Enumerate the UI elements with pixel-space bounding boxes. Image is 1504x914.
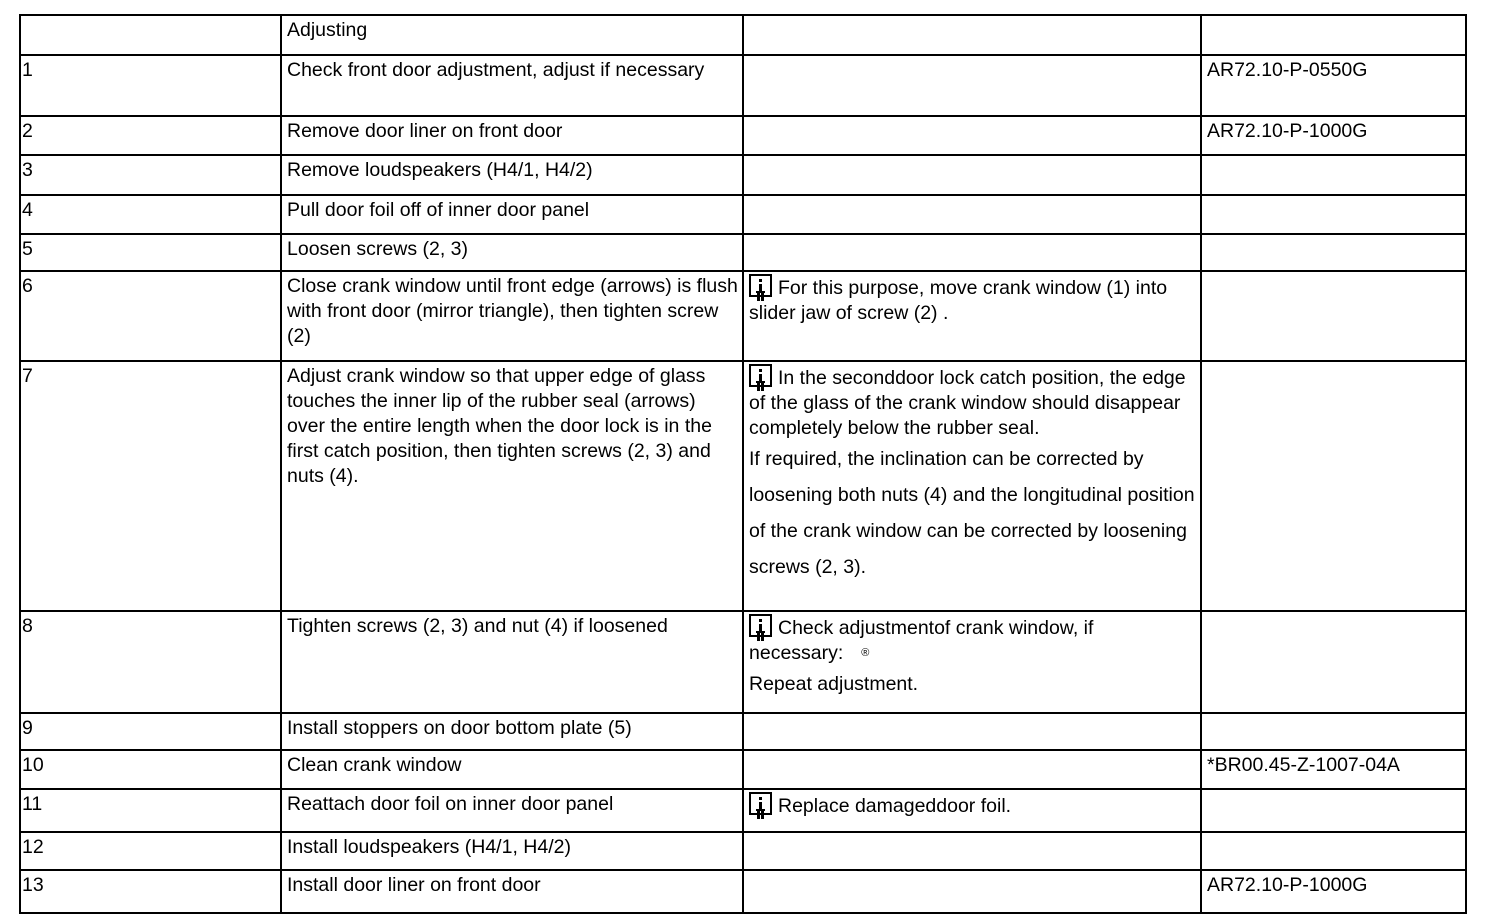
step-reference [1201, 234, 1466, 271]
table-row [20, 271, 1466, 361]
step-description: Tighten screws (2, 3) and nut (4) if loosened [281, 611, 743, 713]
step-description: Install door liner on front door [281, 870, 743, 913]
step-description: Remove loudspeakers (H4/1, H4/2) [281, 155, 743, 195]
step-number: 6 [20, 271, 281, 361]
table-row [20, 234, 1466, 271]
step-reference [1201, 832, 1466, 870]
step-reference [1201, 195, 1466, 234]
step-number: 12 [20, 832, 281, 870]
step-note [743, 155, 1201, 195]
step-number: 5 [20, 234, 281, 271]
info-icon [749, 364, 772, 387]
note-text: Replace damageddoor foil. [778, 795, 1012, 817]
step-note [743, 195, 1201, 234]
table-row [20, 155, 1466, 195]
table-row [20, 789, 1466, 832]
step-description: Remove door liner on front door [281, 116, 743, 155]
step-description: Clean crank window [281, 750, 743, 789]
step-description: Check front door adjustment, adjust if necessary [281, 55, 743, 116]
step-reference: AR72.10-P-1000G [1201, 870, 1466, 913]
step-number: 7 [20, 361, 281, 611]
header-num-cell [20, 15, 281, 55]
step-description: Loosen screws (2, 3) [281, 234, 743, 271]
table-row [20, 116, 1466, 155]
step-reference [1201, 155, 1466, 195]
procedure-table [19, 14, 1467, 914]
note-text: Check adjustmentof crank window, if necessary: [749, 617, 1094, 664]
table-header-row [20, 15, 1466, 55]
step-note [743, 361, 1201, 611]
step-note [743, 234, 1201, 271]
step-note [743, 832, 1201, 870]
step-number: 2 [20, 116, 281, 155]
step-reference: *BR00.45-Z-1007-04A [1201, 750, 1466, 789]
step-description: Install stoppers on door bottom plate (5) [281, 713, 743, 750]
table-row [20, 750, 1466, 789]
step-number: 10 [20, 750, 281, 789]
step-reference [1201, 611, 1466, 713]
table-row [20, 195, 1466, 234]
step-reference [1201, 271, 1466, 361]
header-ref-cell [1201, 15, 1466, 55]
info-icon [749, 792, 772, 815]
table-row [20, 361, 1466, 611]
step-description: Pull door foil off of inner door panel [281, 195, 743, 234]
step-number: 1 [20, 55, 281, 116]
step-number: 8 [20, 611, 281, 713]
table-row [20, 55, 1466, 116]
step-note [743, 55, 1201, 116]
table-row [20, 870, 1466, 913]
step-note [743, 116, 1201, 155]
step-note [743, 271, 1201, 361]
table-row [20, 611, 1466, 713]
step-note [743, 750, 1201, 789]
step-reference [1201, 789, 1466, 832]
note-text: For this purpose, move crank window (1) into slider jaw of screw (2) . [749, 277, 1168, 324]
step-number: 11 [20, 789, 281, 832]
info-icon [749, 614, 772, 637]
step-number: 13 [20, 870, 281, 913]
step-number: 3 [20, 155, 281, 195]
step-number: 9 [20, 713, 281, 750]
step-reference: AR72.10-P-1000G [1201, 116, 1466, 155]
step-description: Adjust crank window so that upper edge of glass touches the inner lip of the rubber seal (arrows) over the entire length when the door lock is in the first catch position, then tighten screws (2, 3) and nuts (4). [281, 361, 743, 611]
table-row [20, 832, 1466, 870]
step-note [743, 870, 1201, 913]
registered-symbol: ® [861, 647, 870, 660]
note-text: In the seconddoor lock catch position, the edge of the glass of the crank window should disappear completely below the rubber seal. [749, 367, 1186, 439]
table-row [20, 713, 1466, 750]
step-note [743, 611, 1201, 713]
info-icon [749, 274, 772, 297]
header-step-cell: Adjusting [281, 15, 743, 55]
step-description: Reattach door foil on inner door panel [281, 789, 743, 832]
note-additional-text: Repeat adjustment. [749, 673, 919, 696]
step-reference: AR72.10-P-0550G [1201, 55, 1466, 116]
step-reference [1201, 713, 1466, 750]
step-description: Install loudspeakers (H4/1, H4/2) [281, 832, 743, 870]
step-note [743, 789, 1201, 832]
step-reference [1201, 361, 1466, 611]
step-note [743, 713, 1201, 750]
header-note-cell [743, 15, 1201, 55]
note-additional-text: If required, the inclination can be corrected by loosening both nuts (4) and the longitudinal position of the crank window can be corrected by loosening screws (2, 3). [749, 448, 1195, 578]
step-number: 4 [20, 195, 281, 234]
step-description: Close crank window until front edge (arrows) is flush with front door (mirror triangle), then tighten screw (2) [281, 271, 743, 361]
